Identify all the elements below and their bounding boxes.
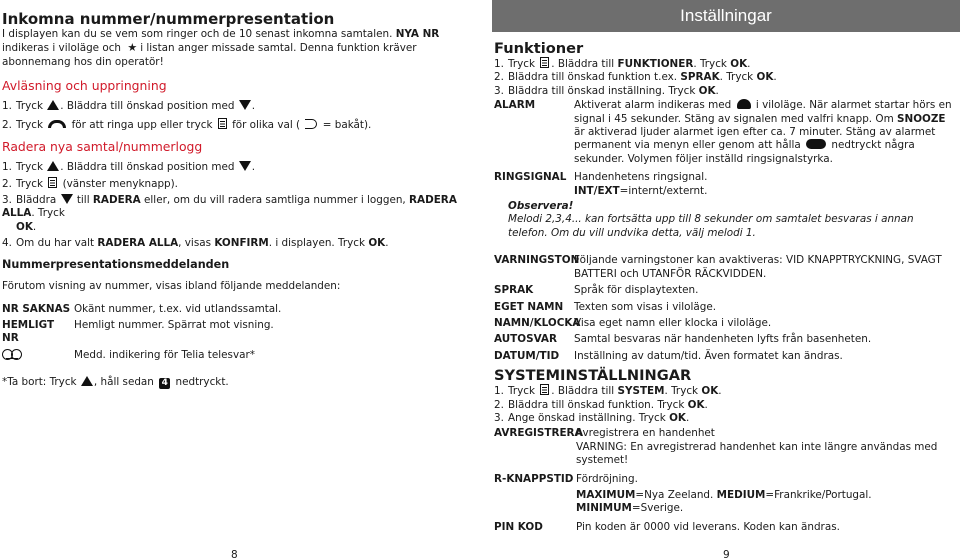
observera-title: Observera! (508, 200, 574, 213)
intro-text-3: i listan anger missade samtal. Denna funktion kräver abonnemang hos din operatör! (2, 42, 417, 68)
list-item: 4. Om du har valt RADERA ALLA, visas KONFIRM. i displayen. Tryck OK. (2, 236, 389, 249)
step-text: till (76, 194, 90, 207)
menu-key-icon (540, 57, 549, 68)
ok-label: OK (669, 411, 686, 424)
r-knappstid-entry (494, 473, 954, 516)
section-heading-meddelanden: Nummerpresentationsmeddelanden (2, 258, 230, 272)
list-item: 2. Bläddra till önskad funktion t.ex. SPRAK. Tryck OK. (494, 71, 777, 84)
list-item: 1. Tryck . Bläddra till önskad position med . (2, 100, 256, 113)
step-text: Tryck (16, 161, 43, 174)
step-text: Tryck (16, 118, 43, 131)
setting-term: NAMN/KLOCKA (494, 316, 581, 329)
avlasning-steps (2, 100, 474, 132)
medium-label: MEDIUM (716, 488, 766, 501)
step-text: . i displayen. Tryck (268, 236, 365, 249)
step-text: Tryck (16, 178, 43, 191)
setting-desc: Inställning av datum/tid. Även formatet kan ändras. (574, 349, 843, 362)
step-text: Bläddra (16, 194, 57, 207)
r-knappstid-desc: Fördröjning. (576, 472, 638, 485)
list-item: 3. Bläddra till RADERA eller, om du vill radera samtliga nummer i loggen, RADERA ALLA. Tryck OK. (2, 194, 457, 233)
down-arrow-icon (61, 194, 73, 204)
message-term: HEMLIGT NR (2, 319, 55, 345)
sprak-label: SPRAK (680, 71, 720, 84)
funktioner-label: FUNKTIONER (617, 58, 694, 70)
intro-text: I displayen kan du se vem som ringer och de 10 senast inkomna samtalen. (2, 28, 393, 40)
list-item (494, 333, 954, 346)
down-arrow-icon (239, 100, 251, 110)
step-text: . Tryck (719, 71, 754, 84)
step-text: för att ringa upp eller tryck (71, 118, 213, 131)
hang-up-icon (806, 139, 826, 149)
setting-term: EGET NAMN (494, 300, 564, 313)
right-page (480, 0, 960, 560)
int-ext-label: INT/EXT (574, 184, 620, 197)
list-item: 1. Tryck . Bläddra till önskad position med . (2, 161, 256, 174)
voicemail-term (2, 349, 74, 362)
list-item (494, 284, 954, 297)
maximum-label: MAXIMUM (576, 488, 636, 501)
radera-steps (2, 161, 474, 250)
setting-term: DATUM/TID (494, 349, 560, 362)
message-list (2, 303, 474, 363)
systeminstallningar-title: SYSTEMINSTÄLLNINGAR (494, 367, 692, 385)
menu-key-icon (540, 384, 549, 395)
setting-desc: Visa eget namn eller klocka i viloläge. (574, 316, 772, 329)
settings-list (494, 254, 954, 363)
step-text: . Tryck (664, 385, 699, 398)
alarm-text: nedtryckt några sekunder. Volymen följer inställd ringsignalstyrka. (574, 139, 915, 165)
step-text: Tryck (16, 100, 43, 113)
list-item (494, 350, 954, 363)
up-arrow-icon (47, 161, 59, 171)
list-item: 2. Bläddra till önskad funktion. Tryck OK. (494, 398, 708, 411)
message-desc: Hemligt nummer. Spärrat mot visning. (74, 319, 274, 332)
ok-label: OK (730, 58, 748, 70)
system-steps (494, 384, 954, 425)
step-text: Bläddra till önskad funktion. Tryck (508, 398, 685, 411)
footnote-text: nedtryckt. (175, 376, 229, 389)
back-icon (305, 119, 317, 129)
setting-desc: Följande varningstoner kan avaktiveras: VID KNAPPTRYCKNING, SVAGT BATTERI och UTANFÖR RÄCKVIDDEN. (574, 254, 942, 280)
rk-text: =Sverige. (631, 502, 684, 515)
list-item (494, 317, 954, 330)
footnote-text: *Ta bort: Tryck (2, 376, 77, 389)
step-text: . Bläddra till (551, 385, 615, 398)
r-knappstid-values (576, 489, 954, 516)
menu-key-icon (218, 118, 227, 129)
ok-label: OK (698, 84, 716, 97)
step-text: . Tryck (693, 58, 727, 70)
minimum-label: MINIMUM (576, 502, 632, 515)
step-text: Bläddra till önskad funktion t.ex. (508, 71, 678, 84)
funktioner-steps (494, 57, 954, 98)
rk-text: =Frankrike/Portugal. (765, 488, 872, 501)
konfirm-label: KONFIRM (214, 236, 269, 249)
pin-kod-desc: Pin koden är 0000 vid leverans. Koden kan ändras. (576, 520, 840, 533)
list-item: 1. Tryck . Bläddra till SYSTEM. Tryck OK. (494, 385, 722, 398)
section-banner: Inställningar (492, 0, 960, 32)
page-title: Inkomna nummer/nummerpresentation (2, 10, 335, 28)
ringsignal-entry (494, 171, 954, 198)
voicemail-icon (2, 349, 22, 359)
ringsignal-ext (574, 185, 954, 198)
setting-desc: Språk för displaytexten. (574, 284, 699, 297)
alarm-text: är aktiverad ljuder alarmet igen efter ca. 7 minuter. Stäng av alarmet permanent via menyn eller genom att hålla (574, 126, 936, 152)
snooze-label: SNOOZE (897, 112, 946, 125)
down-arrow-icon (239, 161, 251, 171)
radera-alla-label: RADERA ALLA (2, 194, 457, 220)
page-number: 8 (231, 549, 238, 560)
step-text: . Bläddra till önskad position med (60, 100, 235, 113)
meddelanden-intro: Förutom visning av nummer, visas ibland följande meddelanden: (2, 280, 341, 293)
ok-label: OK (368, 236, 386, 249)
step-text: (vänster menyknapp). (62, 178, 178, 191)
ringsignal-desc (574, 171, 954, 198)
star-icon: ★ (127, 41, 138, 55)
avregistrera-entry (494, 427, 954, 467)
alarm-entry (494, 99, 954, 166)
ringsignal-text: Handenhetens ringsignal. (574, 171, 708, 184)
rk-text: =Nya Zeeland. (635, 488, 714, 501)
radera-alla-label: RADERA ALLA (97, 236, 179, 249)
setting-desc: Samtal besvaras när handenheten lyfts från basenheten. (574, 333, 872, 346)
page-number: 9 (723, 549, 730, 560)
system-label: SYSTEM (617, 385, 665, 398)
step-text: Ange önskad inställning. Tryck (508, 411, 666, 424)
observera-text: Melodi 2,3,4... kan fortsätta upp till 8 sekunder om samtalet besvaras i annan telefon. Om du vill undvika detta, välj melodi 1. (508, 213, 914, 239)
up-arrow-icon (81, 376, 93, 386)
setting-desc: Texten som visas i viloläge. (574, 300, 717, 313)
menu-key-icon (48, 177, 57, 188)
alarm-text: i viloläge. När alarmet startar hörs en signal i 45 sekunder. Stäng av signalen med valfri knapp. Om (574, 99, 952, 125)
step-text: Om du har valt (16, 236, 95, 249)
alarm-desc (574, 99, 954, 166)
list-item (494, 254, 954, 281)
list-item: 3. Ange önskad inställning. Tryck OK. (494, 411, 690, 424)
up-arrow-icon (47, 100, 59, 110)
key-4-icon: 4 (159, 378, 170, 389)
step-text: eller, om du vill radera samtliga nummer i loggen, (144, 194, 406, 207)
list-item: 2. Tryck för att ringa upp eller tryck för olika val ( = bakåt). (2, 118, 372, 131)
list-item: 1. Tryck . Bläddra till FUNKTIONER. Tryck OK. (494, 58, 751, 70)
radera-label: RADERA (92, 194, 141, 207)
alarm-term: ALARM (494, 99, 536, 112)
funktioner-title: Funktioner (494, 40, 584, 57)
alarm-clock-icon (737, 99, 751, 109)
step-text: , visas (178, 236, 212, 249)
avregistrera-term: AVREGISTRERA (494, 427, 583, 440)
r-knappstid-term: R-KNAPPSTID (494, 472, 574, 485)
message-term: NR SAKNAS (2, 302, 71, 315)
ringsignal-term: RINGSIGNAL (494, 171, 567, 184)
footnote (2, 376, 474, 389)
phone-icon (48, 120, 66, 128)
step-text: . Bläddra till (551, 58, 615, 70)
message-desc: Medd. indikering för Telia telesvar* (74, 348, 255, 361)
step-text: . Bläddra till önskad position med (60, 161, 235, 174)
ringsignal-text: =internt/externt. (619, 184, 708, 197)
alarm-text: Aktiverat alarm indikeras med (574, 99, 732, 112)
setting-term: AUTOSVAR (494, 333, 557, 346)
step-text: . Tryck (31, 207, 65, 220)
ok-label: OK (756, 71, 774, 84)
message-desc: Okänt nummer, t.ex. vid utlandssamtal. (74, 302, 282, 315)
list-item (494, 301, 954, 314)
step-text: för olika val ( (232, 118, 301, 131)
observera-note (494, 200, 954, 240)
avregistrera-desc: Avregistrera en handenhet (576, 427, 715, 440)
intro-text-2: indikeras i viloläge och (2, 42, 122, 55)
section-heading-avlasning: Avläsning och uppringning (2, 78, 167, 94)
step-text: Tryck (508, 385, 535, 398)
setting-term: SPRAK (494, 284, 534, 297)
list-item: 2. Tryck (vänster menyknapp). (2, 178, 178, 191)
section-heading-radera: Radera nya samtal/nummerlogg (2, 139, 203, 155)
step-text: Tryck (508, 58, 535, 70)
step-text: = bakåt). (322, 118, 372, 131)
avregistrera-warning: VARNING: En avregistrerad handenhet kan inte längre användas med systemet! (576, 440, 938, 467)
nya-nr-label: NYA NR (395, 28, 440, 40)
pin-kod-term: PIN KOD (494, 520, 543, 533)
pin-kod-entry (494, 521, 954, 534)
ok-label: OK (687, 398, 705, 411)
ok-label: OK (701, 385, 719, 398)
list-item: 3. Bläddra till önskad inställning. Tryck OK. (494, 84, 719, 97)
step-text: Bläddra till önskad inställning. Tryck (508, 84, 696, 97)
ok-label: OK (16, 220, 33, 233)
intro-paragraph (2, 28, 474, 69)
setting-term: VARNINGSTON (494, 254, 580, 267)
footnote-text: , håll sedan (93, 376, 154, 389)
